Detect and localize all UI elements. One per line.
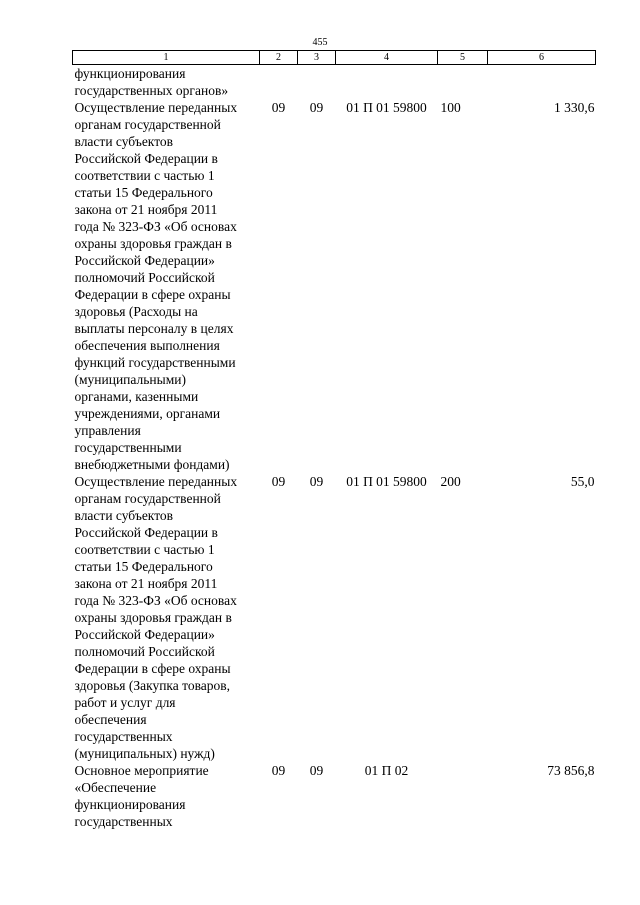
name-line: органами, казенными xyxy=(74,389,199,404)
name-line: «Обеспечение xyxy=(74,780,157,795)
name-line: (муниципальных) нужд) xyxy=(74,746,215,761)
continuation-name-cell xyxy=(73,65,260,100)
name-line: Российской Федерации» xyxy=(74,253,215,268)
name-line: Осуществление переданных xyxy=(74,474,238,489)
name-line: Федерации в сфере охраны xyxy=(74,287,231,302)
name-line: здоровья (Расходы на xyxy=(74,304,198,319)
name-line: власти субъектов xyxy=(74,508,174,523)
name-line: обеспечения xyxy=(74,712,147,727)
row-name-cell xyxy=(73,473,260,762)
table-row xyxy=(73,762,596,830)
name-line: работ и услуг для xyxy=(74,695,176,710)
table-row xyxy=(73,99,596,473)
name-line: Осуществление переданных xyxy=(74,100,238,115)
target-article-cell: 01 П 01 59800 xyxy=(346,474,427,489)
header-col-2: 2 xyxy=(260,51,298,65)
subsection-cell: 09 xyxy=(309,474,324,489)
name-line: Основное мероприятие xyxy=(74,763,209,778)
name-line: полномочий Российской xyxy=(74,644,215,659)
name-line: Федерации в сфере охраны xyxy=(74,661,231,676)
row-name-cell xyxy=(73,99,260,473)
subsection-cell: 09 xyxy=(309,763,324,778)
name-line: государственных органов» xyxy=(74,83,229,98)
name-line: государственных xyxy=(74,814,173,829)
name-line: внебюджетными фондами) xyxy=(74,457,230,472)
amount-cell: 1 330,6 xyxy=(554,100,595,115)
header-col-3: 3 xyxy=(298,51,336,65)
row-name-cell xyxy=(73,762,260,830)
name-line: органам государственной xyxy=(74,117,221,132)
name-line: управления xyxy=(74,423,141,438)
page-number: 455 xyxy=(312,37,328,48)
expense-type-cell xyxy=(438,762,488,830)
name-line: власти субъектов xyxy=(74,134,174,149)
name-line: соответствии с частью 1 xyxy=(74,168,215,183)
name-line: года № 323-ФЗ «Об основах xyxy=(74,593,237,608)
name-line: учреждениями, органами xyxy=(74,406,221,421)
section-cell: 09 xyxy=(271,100,286,115)
name-line: охраны здоровья граждан в xyxy=(74,236,232,251)
name-line: функционирования xyxy=(74,66,186,81)
amount-cell: 73 856,8 xyxy=(547,763,595,778)
name-line: охраны здоровья граждан в xyxy=(74,610,232,625)
name-line: Российской Федерации в xyxy=(74,151,218,166)
target-article-cell: 01 П 01 59800 xyxy=(346,100,427,115)
expense-type-cell: 200 xyxy=(440,474,461,489)
name-line: Российской Федерации» xyxy=(74,627,215,642)
name-line: функций государственными xyxy=(74,355,236,370)
header-col-4: 4 xyxy=(336,51,438,65)
name-line: Российской Федерации в xyxy=(74,525,218,540)
table-header xyxy=(73,51,596,65)
section-cell: 09 xyxy=(271,763,286,778)
table-body xyxy=(73,65,596,831)
table-row xyxy=(73,473,596,762)
name-line: обеспечения выполнения xyxy=(74,338,220,353)
section-cell: 09 xyxy=(271,474,286,489)
name-line: соответствии с частью 1 xyxy=(74,542,215,557)
name-line: функционирования xyxy=(74,797,186,812)
header-col-5: 5 xyxy=(438,51,488,65)
subsection-cell: 09 xyxy=(309,100,324,115)
name-line: закона от 21 ноября 2011 xyxy=(74,576,218,591)
name-line: государственными xyxy=(74,440,182,455)
name-line: полномочий Российской xyxy=(74,270,215,285)
name-line: года № 323-ФЗ «Об основах xyxy=(74,219,237,234)
name-line: (муниципальными) xyxy=(74,372,186,387)
name-line: государственных xyxy=(74,729,173,744)
continuation-row xyxy=(73,65,596,100)
name-line: здоровья (Закупка товаров, xyxy=(74,678,231,693)
name-line: органам государственной xyxy=(74,491,221,506)
name-line: выплаты персоналу в целях xyxy=(74,321,234,336)
name-line: статьи 15 Федерального xyxy=(74,185,213,200)
amount-cell: 55,0 xyxy=(570,474,595,489)
header-col-1: 1 xyxy=(73,51,260,65)
name-line: статьи 15 Федерального xyxy=(74,559,213,574)
expense-type-cell: 100 xyxy=(440,100,461,115)
name-line: закона от 21 ноября 2011 xyxy=(74,202,218,217)
header-col-6: 6 xyxy=(488,51,596,65)
target-article-cell: 01 П 02 xyxy=(364,763,409,778)
budget-table xyxy=(72,50,596,830)
